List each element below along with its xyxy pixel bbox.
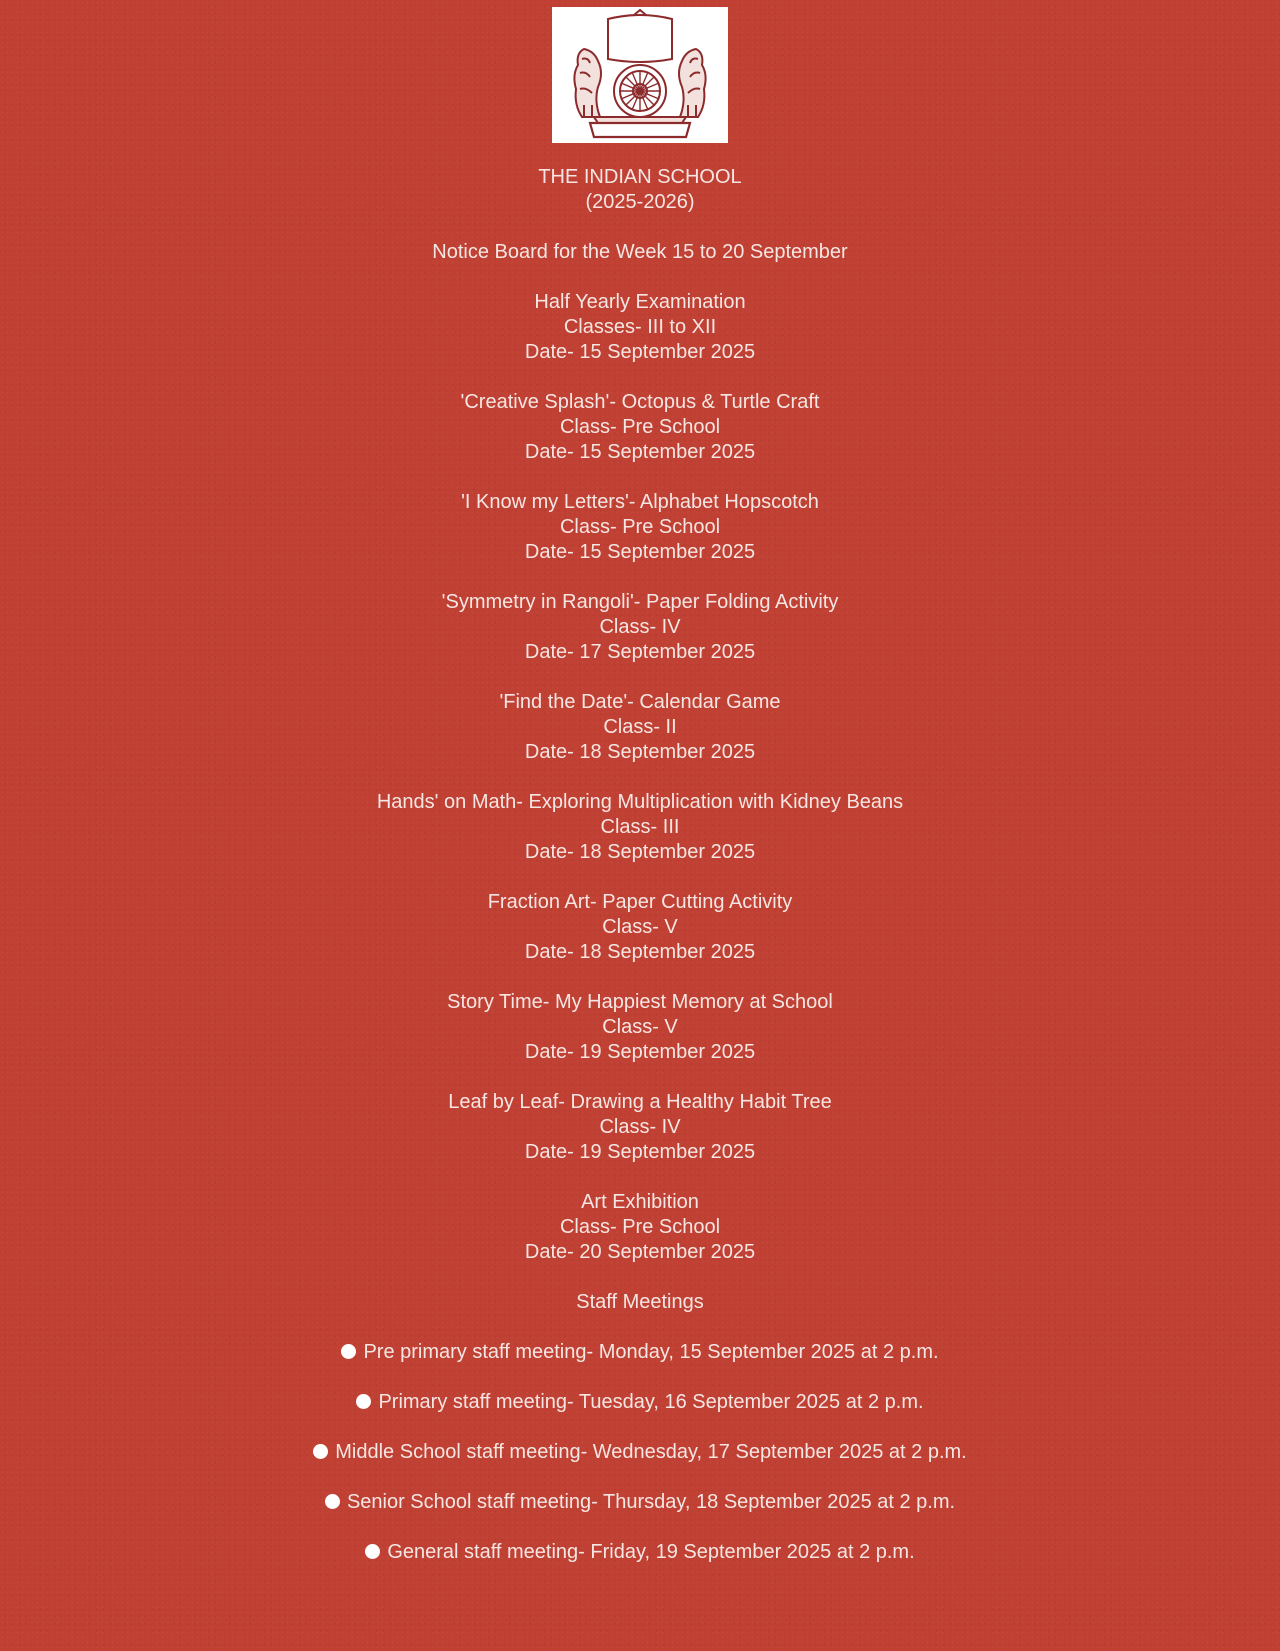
event-class: Class- II bbox=[603, 716, 677, 738]
event-date: Date- 17 September 2025 bbox=[524, 641, 756, 663]
event-date: Date- 19 September 2025 bbox=[524, 1141, 756, 1163]
event-date: Date- 15 September 2025 bbox=[524, 341, 756, 363]
event-date: Date- 18 September 2025 bbox=[524, 741, 756, 763]
crest-icon bbox=[554, 9, 726, 141]
event-date: Date- 15 September 2025 bbox=[524, 441, 756, 463]
event-class: Class- V bbox=[602, 916, 678, 938]
staff-meeting-text: Senior School staff meeting- Thursday, 18 September 2025 at 2 p.m. bbox=[346, 1491, 956, 1513]
event-item bbox=[0, 690, 1280, 765]
staff-meeting-item bbox=[0, 1490, 1280, 1515]
event-item bbox=[0, 490, 1280, 565]
staff-meeting-item bbox=[0, 1390, 1280, 1415]
event-item bbox=[0, 990, 1280, 1065]
event-title: 'I Know my Letters'- Alphabet Hopscotch bbox=[461, 491, 819, 513]
event-item bbox=[0, 1190, 1280, 1265]
event-item bbox=[0, 790, 1280, 865]
notice-header bbox=[0, 165, 1280, 265]
event-title: Half Yearly Examination bbox=[534, 291, 746, 313]
school-name: THE INDIAN SCHOOL bbox=[538, 166, 742, 188]
event-title: 'Symmetry in Rangoli'- Paper Folding Activity bbox=[441, 591, 839, 613]
bullet-icon bbox=[313, 1444, 328, 1459]
event-date: Date- 15 September 2025 bbox=[524, 541, 756, 563]
event-item bbox=[0, 290, 1280, 365]
event-date: Date- 19 September 2025 bbox=[524, 1041, 756, 1063]
event-title: Hands' on Math- Exploring Multiplication with Kidney Beans bbox=[376, 791, 904, 813]
event-item bbox=[0, 890, 1280, 965]
event-class: Class- V bbox=[602, 1016, 678, 1038]
event-item bbox=[0, 1090, 1280, 1165]
staff-meeting-text: Middle School staff meeting- Wednesday, 17 September 2025 at 2 p.m. bbox=[335, 1441, 967, 1463]
bullet-icon bbox=[325, 1494, 340, 1509]
staff-meeting-text: Primary staff meeting- Tuesday, 16 September 2025 at 2 p.m. bbox=[378, 1391, 924, 1413]
staff-meetings-title: Staff Meetings bbox=[576, 1291, 704, 1313]
event-class: Class- III bbox=[600, 816, 680, 838]
bullet-icon bbox=[356, 1394, 371, 1409]
event-date: Date- 18 September 2025 bbox=[524, 841, 756, 863]
event-title: 'Creative Splash'- Octopus & Turtle Craft bbox=[460, 391, 820, 413]
event-title: Art Exhibition bbox=[581, 1191, 699, 1213]
event-title: 'Find the Date'- Calendar Game bbox=[499, 691, 781, 713]
event-title: Story Time- My Happiest Memory at School bbox=[447, 991, 833, 1013]
staff-meeting-text: Pre primary staff meeting- Monday, 15 September 2025 at 2 p.m. bbox=[363, 1341, 939, 1363]
bullet-icon bbox=[365, 1544, 380, 1559]
event-class: Class- IV bbox=[599, 616, 681, 638]
event-item bbox=[0, 390, 1280, 465]
event-date: Date- 20 September 2025 bbox=[524, 1241, 756, 1263]
event-class: Class- IV bbox=[599, 1116, 681, 1138]
staff-meeting-text: General staff meeting- Friday, 19 September 2025 at 2 p.m. bbox=[387, 1541, 915, 1563]
session-years: (2025-2026) bbox=[585, 191, 695, 213]
event-title: Fraction Art- Paper Cutting Activity bbox=[487, 891, 793, 913]
event-class: Class- Pre School bbox=[559, 416, 721, 438]
event-class: Class- Pre School bbox=[559, 516, 721, 538]
notice-title: Notice Board for the Week 15 to 20 September bbox=[432, 241, 848, 263]
staff-meeting-item bbox=[0, 1440, 1280, 1465]
school-logo bbox=[552, 7, 728, 143]
event-class: Class- Pre School bbox=[559, 1216, 721, 1238]
event-class: Classes- III to XII bbox=[563, 316, 717, 338]
event-item bbox=[0, 590, 1280, 665]
staff-meeting-item bbox=[0, 1340, 1280, 1365]
event-title: Leaf by Leaf- Drawing a Healthy Habit Tree bbox=[448, 1091, 832, 1113]
staff-meeting-item bbox=[0, 1540, 1280, 1565]
event-date: Date- 18 September 2025 bbox=[524, 941, 756, 963]
bullet-icon bbox=[341, 1344, 356, 1359]
